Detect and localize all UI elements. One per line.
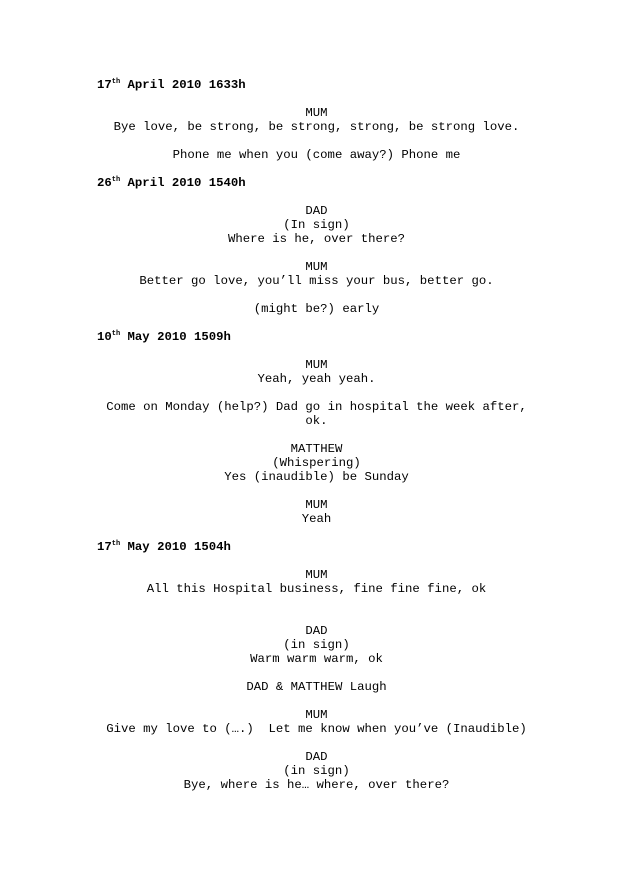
script-line: MUM: [305, 708, 328, 722]
heading-ordinal: th: [111, 78, 121, 86]
script-line: Bye, where is he… where, over there?: [183, 778, 450, 792]
heading-day: 17: [97, 78, 112, 92]
script-line: ok.: [305, 414, 328, 428]
heading-date-time: May 2010 1504h: [120, 540, 231, 554]
script-line: Warm warm warm, ok: [250, 652, 383, 666]
script-line: Phone me when you (come away?) Phone me: [172, 148, 461, 162]
script-line: MATTHEW: [290, 442, 343, 456]
script-line: (might be?) early: [253, 302, 380, 316]
heading-date-time: April 2010 1633h: [120, 78, 246, 92]
script-line: Yes (inaudible) be Sunday: [224, 470, 409, 484]
date-heading: [97, 78, 246, 92]
script-line: (Whispering): [272, 456, 361, 470]
date-heading: [97, 176, 246, 190]
script-line: MUM: [305, 260, 328, 274]
heading-day: 17: [97, 540, 112, 554]
heading-ordinal: th: [111, 540, 121, 548]
date-heading: [97, 330, 231, 344]
script-line: DAD: [305, 750, 328, 764]
script-line: Give my love to (….) Let me know when you’ve (Inaudible): [106, 722, 527, 736]
heading-date-time: May 2010 1509h: [120, 330, 231, 344]
script-line: (In sign): [283, 218, 350, 232]
script-line: DAD: [305, 624, 328, 638]
script-line: Yeah: [301, 512, 332, 526]
script-line: Better go love, you’ll miss your bus, better go.: [139, 274, 494, 288]
heading-ordinal: th: [111, 330, 121, 338]
script-line: Bye love, be strong, be strong, strong, be strong love.: [113, 120, 520, 134]
script-line: All this Hospital business, fine fine fine, ok: [146, 582, 487, 596]
script-line: Where is he, over there?: [227, 232, 406, 246]
script-line: (in sign): [283, 764, 350, 778]
script-line: MUM: [305, 568, 328, 582]
script-line: MUM: [305, 106, 328, 120]
script-line: (in sign): [283, 638, 350, 652]
script-line: Yeah, yeah yeah.: [257, 372, 376, 386]
script-line: MUM: [305, 358, 328, 372]
heading-day: 26: [97, 176, 112, 190]
heading-ordinal: th: [111, 176, 121, 184]
date-heading: [97, 540, 231, 554]
heading-day: 10: [97, 330, 112, 344]
heading-date-time: April 2010 1540h: [120, 176, 246, 190]
script-line: DAD & MATTHEW Laugh: [246, 680, 387, 694]
script-line: MUM: [305, 498, 328, 512]
script-line: DAD: [305, 204, 328, 218]
script-line: Come on Monday (help?) Dad go in hospital the week after,: [106, 400, 527, 414]
